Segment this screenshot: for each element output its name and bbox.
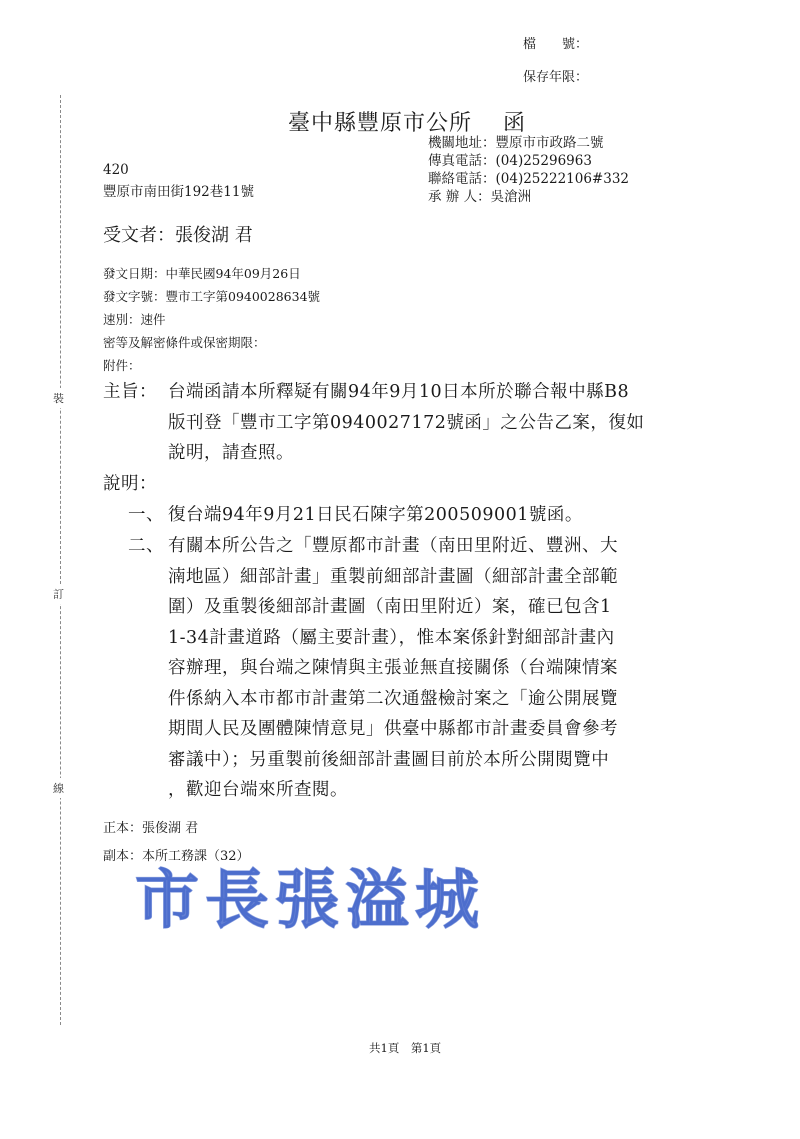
explanation-line: 1-34計畫道路（屬主要計畫），惟本案係針對細部計畫內 [168, 627, 615, 648]
confidentiality: 密等及解密條件或保密期限： [103, 335, 266, 350]
attachments: 附件： [103, 358, 141, 373]
document-title: 臺中縣豐原市公所 函 [288, 111, 526, 136]
explanation-item-1: 復台端94年9月21日民石陳字第200509001號函。 [168, 505, 583, 525]
explanation-line: 有關本所公告之「豐原都市計畫（南田里附近、豐洲、大 [168, 536, 618, 556]
recipient-address: 豐原市南田街192巷11號 [103, 184, 254, 200]
mayor-seal-stamp [135, 858, 505, 938]
explanation-line: 圍）及重製後細部計畫圖（南田里附近）案，確已包含1 [168, 597, 612, 617]
urgency: 速別：速件 [103, 312, 166, 327]
retention-period-label: 保存年限： [523, 70, 589, 85]
explanation-line: 審議中）；另重製前後細部計畫圖目前於本所公開閱覽中 [168, 749, 610, 770]
explanation-label: 說明： [103, 474, 157, 494]
original-copy: 正本：張俊湖 君 [103, 821, 199, 836]
seal-text: 市長張溢城 [135, 863, 485, 938]
explanation-line: 件係納入本市都市計畫第二次通盤檢討案之「逾公開展覽 [168, 688, 618, 709]
explanation-line: ，歡迎台端來所查閱。 [168, 780, 348, 800]
issue-date: 發文日期：中華民國94年09月26日 [103, 266, 301, 281]
binding-mark-ding: 訂 [53, 584, 64, 604]
binding-line [60, 95, 61, 1025]
subject-line: 台端函請本所釋疑有關94年9月10日本所於聯合報中縣B8 [168, 382, 630, 402]
page-footer: 共1頁 第1頁 [369, 1041, 442, 1055]
subject-body [168, 377, 644, 469]
explanation-item-1-number: 一、 [128, 505, 164, 525]
binding-mark-xian: 線 [53, 778, 64, 798]
postal-code: 420 [103, 162, 129, 178]
agency-phone: 聯絡電話：(04)25222106#332 [428, 171, 630, 187]
file-number-label: 檔 號： [523, 37, 589, 52]
explanation-line: 期間人民及團體陳情意見」供臺中縣都市計畫委員會參考 [168, 719, 618, 739]
agency-info [428, 134, 629, 206]
recipient: 受文者：張俊湖 君 [103, 225, 253, 246]
document-meta [103, 262, 320, 377]
document-number: 發文字號：豐市工字第0940028634號 [103, 289, 321, 304]
agency-officer: 承 辦 人：吳滄洲 [428, 189, 532, 205]
agency-fax: 傳真電話：(04)25296963 [428, 153, 592, 169]
agency-address: 機關地址：豐原市市政路二號 [428, 135, 604, 151]
subject-label: 主旨： [103, 382, 157, 402]
duplicate-copy: 副本：本所工務課（32） [103, 849, 250, 864]
subject-line: 版刊登「豐市工字第0940027172號函」之公告乙案，復如 [168, 412, 645, 433]
explanation-line: 容辦理，與台端之陳情與主張並無直接關係（台端陳情案 [168, 658, 618, 678]
subject-line: 說明，請查照。 [168, 443, 294, 463]
binding-mark-zhuang: 裝 [53, 388, 64, 408]
explanation-item-2 [168, 531, 618, 806]
explanation-line: 湳地區）細部計畫」重製前細部計畫圖（細部計畫全部範 [168, 566, 618, 587]
explanation-item-2-number: 二、 [128, 536, 164, 556]
